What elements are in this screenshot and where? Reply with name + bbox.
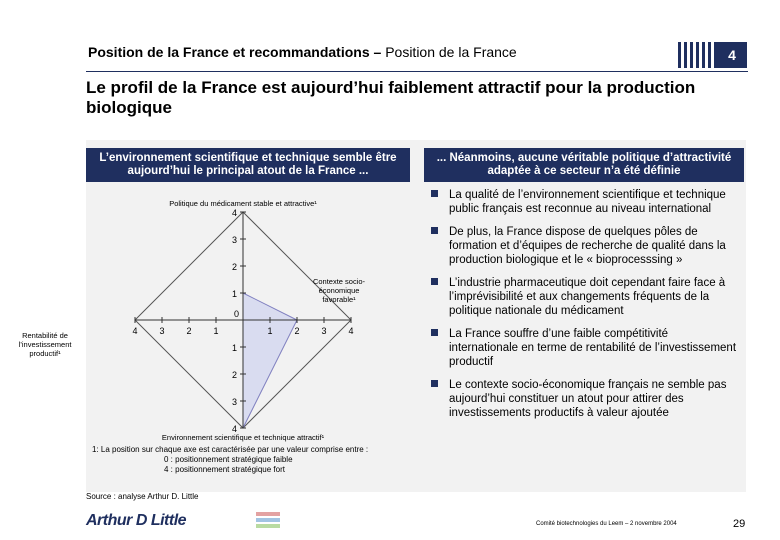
header	[88, 44, 517, 60]
header-subsection: Position de la France	[381, 44, 517, 60]
tick-label: 1	[231, 289, 237, 299]
tick-label: 0	[233, 309, 239, 319]
axis-label-bottom: Environnement scientifique et technique attractif¹	[161, 433, 325, 442]
list-item: De plus, la France dispose de quelques pôles de formation et d’équipes de recherche de qualité dans la production biologique et le « bioprocesssing »	[428, 225, 738, 267]
tick-label: 3	[321, 326, 327, 336]
list-item: Le contexte socio-économique français ne semble pas aujourd’hui constituer un atout pour attirer des investissements productifs à valeur ajoutée	[428, 378, 738, 420]
radar-chart	[18, 186, 426, 450]
tick-label: 2	[294, 326, 300, 336]
note-line: 4 : positionnement stratégique fort	[164, 465, 285, 474]
right-panel-heading: ... Néanmoins, aucune véritable politique d’attractivité adaptée à ce secteur n’a été définie	[424, 148, 744, 182]
leem-logo-icon	[254, 510, 282, 532]
tick-label: 1	[213, 326, 219, 336]
bullet-square-icon	[431, 227, 438, 234]
header-section: Position de la France et recommandations –	[88, 44, 382, 60]
tick-label: 3	[159, 326, 165, 336]
bullet-square-icon	[431, 278, 438, 285]
tick-label: 2	[231, 262, 237, 272]
axis-label-left: Rentabilité de l’investissement productif¹	[18, 331, 72, 358]
axis-label-top: Politique du médicament stable et attractive¹	[169, 199, 317, 208]
tick-label: 4	[231, 424, 237, 434]
tick-label: 2	[186, 326, 192, 336]
chart-note	[92, 445, 368, 475]
tick-label: 4	[231, 208, 237, 218]
tick-label: 1	[231, 343, 237, 353]
list-item: L’industrie pharmaceutique doit cependant faire face à l’imprévisibilité et aux changements fréquents de la politique nationale du médicament	[428, 276, 738, 318]
source-text: Source : analyse Arthur D. Little	[86, 492, 199, 501]
slide-title: Le profil de la France est aujourd’hui faiblement attractif pour la production biologique	[86, 78, 696, 117]
footer-note: Comité biotechnologies du Leem – 2 novembre 2004	[536, 521, 677, 527]
tick-label: 2	[231, 370, 237, 380]
tick-label: 3	[231, 397, 237, 407]
radar-data-area	[243, 293, 300, 428]
note-line: 1: La position sur chaque axe est caractérisée par une valeur comprise entre :	[92, 445, 369, 454]
bullet-list	[428, 188, 738, 429]
bullet-square-icon	[431, 380, 438, 387]
note-line: 0 : positionnement stratégique faible	[164, 455, 293, 464]
page-number: 29	[733, 518, 746, 530]
bullet-square-icon	[431, 190, 438, 197]
tick-label: 3	[231, 235, 237, 245]
header-divider	[86, 71, 748, 72]
tick-label: 4	[348, 326, 354, 336]
tick-label: 1	[267, 326, 273, 336]
axis-label-right: Contexte socio-économique favorable¹	[312, 277, 366, 304]
left-panel-heading: L’environnement scientifique et technique semble être aujourd’hui le principal atout de la France ...	[86, 148, 410, 182]
tick-label: 4	[132, 326, 138, 336]
bullet-square-icon	[431, 329, 438, 336]
list-item: La qualité de l’environnement scientifique et technique public français est reconnue au niveau international	[428, 188, 738, 216]
arthur-d-little-logo: Arthur D Little	[86, 512, 187, 529]
list-item: La France souffre d’une faible compétitivité internationale en terme de rentabilité de l’investissement productif	[428, 327, 738, 369]
section-number-badge: 4	[717, 42, 747, 68]
